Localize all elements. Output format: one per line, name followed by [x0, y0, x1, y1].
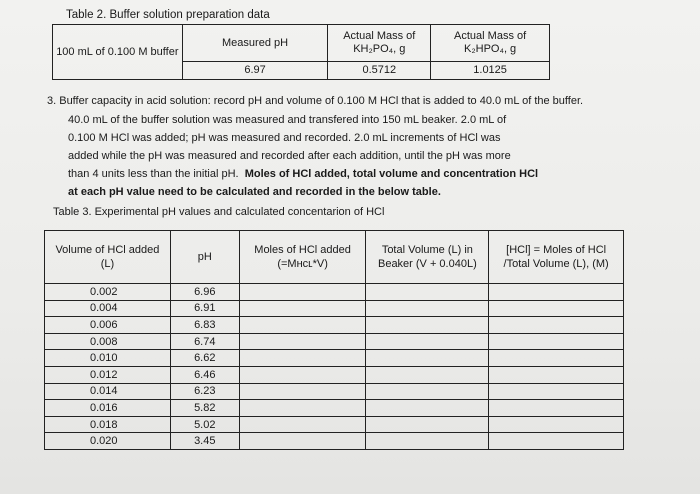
ph-cell: 6.74: [170, 333, 239, 350]
ph-header: pH: [170, 231, 239, 284]
moles-cell: [239, 284, 366, 301]
table-row: [45, 383, 624, 400]
total-volume-cell: [366, 350, 489, 367]
concentration-cell: [489, 317, 624, 334]
procedure-bold-text: at each pH value need to be calculated and recorded in the below table.: [68, 186, 441, 198]
total-volume-cell: [366, 300, 489, 317]
table-row: [45, 300, 624, 317]
ph-cell: 5.02: [170, 416, 239, 433]
kh2po4-mass-value: 0.5712: [328, 62, 431, 80]
volume-cell: 0.006: [45, 317, 171, 334]
total-volume-cell: [366, 416, 489, 433]
buffer-label-cell: 100 mL of 0.100 M buffer: [53, 25, 183, 80]
volume-cell: 0.002: [45, 284, 171, 301]
k2hpo4-mass-value: 1.0125: [431, 62, 550, 80]
procedure-line: than 4 units less than the initial pH.: [68, 168, 239, 180]
volume-cell: 0.014: [45, 383, 171, 400]
ph-cell: 3.45: [170, 433, 239, 450]
concentration-cell: [489, 350, 624, 367]
moles-cell: [239, 400, 366, 417]
total-volume-cell: [366, 284, 489, 301]
concentration-cell: [489, 333, 624, 350]
concentration-header: [HCl] = Moles of HCl /Total Volume (L), (M): [489, 231, 624, 284]
volume-cell: 0.004: [45, 300, 171, 317]
measured-ph-value: 6.97: [182, 62, 328, 80]
concentration-cell: [489, 284, 624, 301]
total-volume-header: Total Volume (L) in Beaker (V + 0.040L): [366, 231, 489, 284]
table-row: [45, 317, 624, 334]
moles-cell: [239, 366, 366, 383]
moles-cell: [239, 300, 366, 317]
table-row: [45, 333, 624, 350]
moles-cell: [239, 383, 366, 400]
hcl-titration-table: [44, 230, 624, 450]
table-row: [45, 366, 624, 383]
procedure-line-with-bold: [68, 165, 628, 183]
moles-cell: [239, 416, 366, 433]
procedure-line: 0.100 M HCl was added; pH was measured and recorded. 2.0 mL increments of HCl was: [68, 132, 501, 144]
ph-cell: 6.62: [170, 350, 239, 367]
ph-cell: 6.83: [170, 317, 239, 334]
concentration-cell: [489, 300, 624, 317]
measured-ph-header: Measured pH: [182, 25, 328, 62]
volume-cell: 0.020: [45, 433, 171, 450]
concentration-cell: [489, 383, 624, 400]
table-row: [45, 350, 624, 367]
ph-cell: 6.96: [170, 284, 239, 301]
table-row: [45, 416, 624, 433]
ph-cell: 6.46: [170, 366, 239, 383]
procedure-text: [68, 111, 628, 201]
table-row: [45, 433, 624, 450]
moles-cell: [239, 317, 366, 334]
total-volume-cell: [366, 317, 489, 334]
total-volume-cell: [366, 400, 489, 417]
volume-header: Volume of HCl added (L): [45, 231, 171, 284]
ph-cell: 6.23: [170, 383, 239, 400]
concentration-cell: [489, 416, 624, 433]
total-volume-cell: [366, 366, 489, 383]
table-row: [45, 400, 624, 417]
procedure-line: 40.0 mL of the buffer solution was measured and transfered into 150 mL beaker. 2.0 mL of: [68, 114, 507, 126]
volume-cell: 0.008: [45, 333, 171, 350]
concentration-cell: [489, 400, 624, 417]
procedure-line: added while the pH was measured and recorded after each addition, until the pH was more: [68, 150, 511, 162]
table-row: [45, 284, 624, 301]
procedure-bold-text: Moles of HCl added, total volume and concentration HCl: [244, 168, 539, 180]
moles-header: Moles of HCl added (=Mʜᴄʟ*V): [239, 231, 366, 284]
concentration-cell: [489, 433, 624, 450]
kh2po4-mass-header: Actual Mass of KH₂PO₄, g: [328, 25, 431, 62]
moles-cell: [239, 350, 366, 367]
concentration-cell: [489, 366, 624, 383]
volume-cell: 0.012: [45, 366, 171, 383]
table3-title: Table 3. Experimental pH values and calculated concentarion of HCl: [53, 206, 385, 218]
total-volume-cell: [366, 333, 489, 350]
total-volume-cell: [366, 433, 489, 450]
total-volume-cell: [366, 383, 489, 400]
volume-cell: 0.018: [45, 416, 171, 433]
ph-cell: 6.91: [170, 300, 239, 317]
volume-cell: 0.016: [45, 400, 171, 417]
volume-cell: 0.010: [45, 350, 171, 367]
k2hpo4-mass-header: Actual Mass of K₂HPO₄, g: [431, 25, 550, 62]
buffer-preparation-table: [52, 24, 550, 80]
ph-cell: 5.82: [170, 400, 239, 417]
moles-cell: [239, 433, 366, 450]
moles-cell: [239, 333, 366, 350]
item3-heading: 3. Buffer capacity in acid solution: record pH and volume of 0.100 M HCl that is added to 40.0 mL of the buffer.: [47, 95, 584, 107]
table2-title: Table 2. Buffer solution preparation data: [66, 9, 270, 21]
